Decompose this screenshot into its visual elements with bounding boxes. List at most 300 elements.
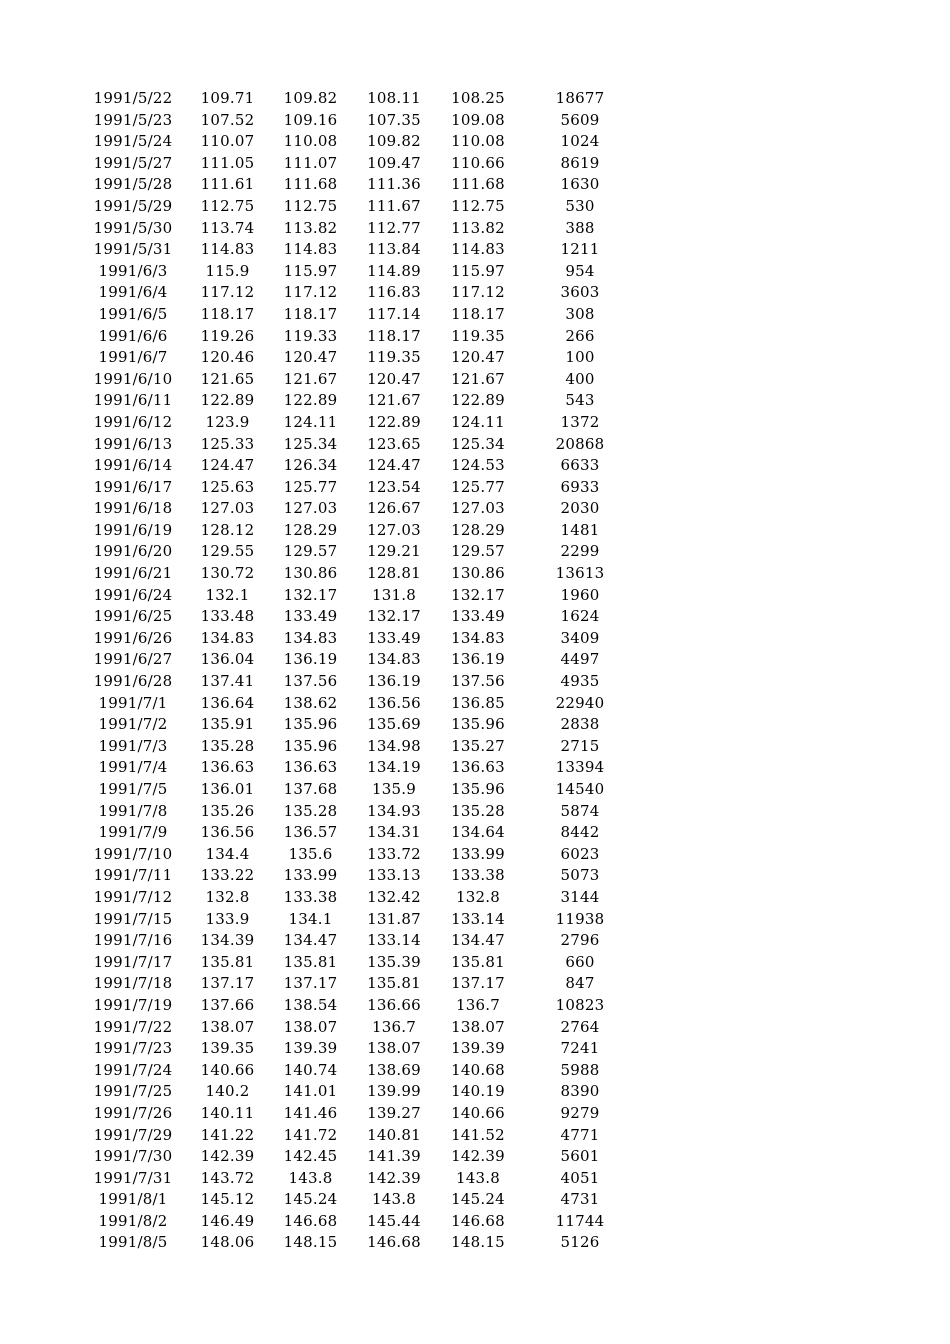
- value-cell: 117.12: [200, 283, 255, 302]
- date-cell: 1991/5/22: [93, 89, 173, 107]
- value-cell: 137.17: [200, 974, 255, 993]
- volume-cell: 266: [565, 326, 595, 345]
- value-cell: 123.65: [367, 434, 421, 453]
- value-cell: 141.39: [367, 1147, 421, 1166]
- value-cell: 125.77: [451, 477, 505, 496]
- table-row: [80, 369, 640, 391]
- value-cell: 139.39: [451, 1039, 505, 1058]
- volume-cell: 18677: [555, 89, 605, 107]
- volume-cell: 6933: [560, 477, 600, 496]
- value-cell: 133.49: [367, 628, 421, 647]
- date-cell: 1991/6/20: [93, 542, 173, 561]
- volume-cell: 1960: [560, 585, 600, 604]
- value-cell: 141.72: [283, 1125, 338, 1144]
- table-row: [80, 304, 640, 326]
- value-cell: 135.39: [367, 952, 421, 971]
- date-cell: 1991/7/29: [93, 1125, 173, 1144]
- table-row: [80, 693, 640, 715]
- value-cell: 146.68: [451, 1211, 505, 1230]
- date-cell: 1991/7/25: [93, 1082, 173, 1101]
- volume-cell: 4497: [560, 650, 600, 669]
- volume-cell: 7241: [560, 1039, 600, 1058]
- value-cell: 135.26: [200, 801, 255, 820]
- value-cell: 143.72: [200, 1168, 255, 1187]
- volume-cell: 400: [565, 369, 595, 388]
- table-row: [80, 801, 640, 823]
- table-row: [80, 995, 640, 1017]
- value-cell: 125.77: [283, 477, 338, 496]
- value-cell: 126.67: [367, 499, 421, 518]
- value-cell: 120.47: [367, 369, 421, 388]
- value-cell: 118.17: [283, 304, 338, 323]
- value-cell: 124.47: [200, 456, 255, 475]
- value-cell: 135.27: [451, 736, 505, 755]
- volume-cell: 11938: [555, 909, 605, 928]
- value-cell: 129.55: [200, 542, 255, 561]
- value-cell: 135.81: [451, 952, 505, 971]
- value-cell: 141.01: [283, 1082, 338, 1101]
- value-cell: 135.9: [372, 780, 416, 798]
- volume-cell: 1024: [560, 132, 600, 151]
- value-cell: 146.68: [367, 1233, 421, 1252]
- value-cell: 140.81: [367, 1125, 421, 1144]
- value-cell: 136.64: [200, 693, 255, 712]
- value-cell: 109.08: [451, 110, 505, 129]
- table-row: [80, 282, 640, 304]
- volume-cell: 4051: [560, 1168, 600, 1187]
- table-row: [80, 110, 640, 132]
- value-cell: 135.28: [451, 801, 505, 820]
- volume-cell: 11744: [555, 1211, 605, 1230]
- date-cell: 1991/7/24: [93, 1060, 173, 1079]
- value-cell: 137.66: [200, 995, 255, 1014]
- date-cell: 1991/7/16: [93, 931, 173, 950]
- value-cell: 140.66: [200, 1060, 255, 1079]
- volume-cell: 4731: [560, 1190, 600, 1209]
- table-row: [80, 326, 640, 348]
- value-cell: 136.19: [367, 672, 421, 691]
- table-row: [80, 822, 640, 844]
- date-cell: 1991/7/9: [98, 823, 168, 842]
- date-cell: 1991/7/10: [93, 844, 173, 863]
- value-cell: 137.56: [283, 672, 338, 691]
- value-cell: 135.96: [451, 715, 505, 734]
- date-cell: 1991/7/4: [98, 758, 168, 777]
- value-cell: 145.24: [451, 1190, 505, 1209]
- volume-cell: 1624: [560, 607, 600, 626]
- value-cell: 143.8: [456, 1168, 500, 1187]
- volume-cell: 1211: [560, 240, 600, 259]
- value-cell: 133.99: [283, 866, 338, 885]
- date-cell: 1991/7/12: [93, 887, 173, 906]
- table-row: [80, 1103, 640, 1125]
- volume-cell: 13394: [555, 758, 605, 777]
- date-cell: 1991/6/10: [93, 369, 173, 388]
- value-cell: 109.82: [283, 89, 338, 107]
- value-cell: 131.87: [367, 909, 421, 928]
- value-cell: 121.65: [200, 369, 255, 388]
- volume-cell: 5601: [560, 1147, 600, 1166]
- date-cell: 1991/6/13: [93, 434, 173, 453]
- table-row: [80, 714, 640, 736]
- value-cell: 111.61: [200, 175, 255, 194]
- volume-cell: 3144: [560, 887, 600, 906]
- date-cell: 1991/6/21: [93, 564, 173, 583]
- value-cell: 126.34: [283, 456, 338, 475]
- volume-cell: 388: [565, 218, 595, 237]
- value-cell: 134.4: [205, 844, 250, 863]
- date-cell: 1991/5/24: [93, 132, 173, 151]
- value-cell: 129.57: [283, 542, 338, 561]
- value-cell: 141.52: [451, 1125, 505, 1144]
- volume-cell: 8619: [560, 153, 600, 172]
- table-row: [80, 757, 640, 779]
- value-cell: 127.03: [367, 520, 421, 539]
- value-cell: 111.68: [283, 175, 338, 194]
- value-cell: 124.53: [451, 456, 505, 475]
- volume-cell: 22940: [555, 693, 605, 712]
- value-cell: 136.63: [283, 758, 338, 777]
- value-cell: 135.28: [283, 801, 338, 820]
- volume-cell: 14540: [555, 780, 605, 798]
- value-cell: 133.72: [367, 844, 421, 863]
- value-cell: 135.96: [451, 780, 505, 798]
- value-cell: 134.64: [451, 823, 505, 842]
- value-cell: 135.91: [200, 715, 255, 734]
- value-cell: 119.35: [367, 348, 421, 367]
- value-cell: 127.03: [200, 499, 255, 518]
- value-cell: 114.83: [283, 240, 338, 259]
- value-cell: 118.17: [367, 326, 421, 345]
- date-cell: 1991/6/17: [93, 477, 173, 496]
- value-cell: 120.46: [200, 348, 255, 367]
- volume-cell: 1630: [560, 175, 600, 194]
- value-cell: 139.27: [367, 1103, 421, 1122]
- value-cell: 112.75: [200, 196, 255, 215]
- value-cell: 128.29: [283, 520, 338, 539]
- table-row: [80, 390, 640, 412]
- value-cell: 136.7: [372, 1017, 416, 1036]
- value-cell: 122.89: [367, 412, 421, 431]
- value-cell: 117.12: [283, 283, 338, 302]
- value-cell: 134.1: [288, 909, 333, 928]
- value-cell: 110.66: [451, 153, 505, 172]
- table-row: [80, 844, 640, 866]
- date-cell: 1991/5/30: [93, 218, 173, 237]
- table-row: [80, 1125, 640, 1147]
- date-cell: 1991/7/23: [93, 1039, 173, 1058]
- value-cell: 145.24: [283, 1190, 338, 1209]
- table-row: [80, 1211, 640, 1233]
- volume-cell: 6633: [560, 456, 600, 475]
- value-cell: 148.06: [200, 1233, 255, 1252]
- value-cell: 140.11: [200, 1103, 255, 1122]
- table-row: [80, 88, 640, 110]
- value-cell: 130.72: [200, 564, 255, 583]
- date-cell: 1991/7/5: [98, 780, 168, 798]
- value-cell: 113.84: [367, 240, 421, 259]
- date-cell: 1991/6/11: [93, 391, 173, 410]
- value-cell: 121.67: [451, 369, 505, 388]
- value-cell: 107.52: [200, 110, 255, 129]
- table-row: [80, 1168, 640, 1190]
- volume-cell: 9279: [560, 1103, 600, 1122]
- value-cell: 142.45: [283, 1147, 338, 1166]
- value-cell: 138.69: [367, 1060, 421, 1079]
- date-cell: 1991/7/26: [93, 1103, 173, 1122]
- value-cell: 146.49: [200, 1211, 255, 1230]
- value-cell: 136.56: [367, 693, 421, 712]
- value-cell: 132.8: [205, 887, 250, 906]
- value-cell: 129.57: [451, 542, 505, 561]
- data-table: [80, 88, 640, 1254]
- volume-cell: 2299: [560, 542, 600, 561]
- value-cell: 115.97: [283, 261, 338, 280]
- value-cell: 127.03: [283, 499, 338, 518]
- value-cell: 136.57: [283, 823, 338, 842]
- value-cell: 138.07: [283, 1017, 338, 1036]
- date-cell: 1991/7/8: [98, 801, 168, 820]
- value-cell: 137.41: [200, 672, 255, 691]
- volume-cell: 5126: [560, 1233, 600, 1252]
- value-cell: 112.75: [451, 196, 505, 215]
- value-cell: 136.19: [451, 650, 505, 669]
- value-cell: 130.86: [283, 564, 338, 583]
- date-cell: 1991/6/7: [98, 348, 168, 367]
- value-cell: 136.01: [200, 780, 255, 798]
- value-cell: 109.71: [200, 89, 255, 107]
- value-cell: 117.12: [451, 283, 505, 302]
- date-cell: 1991/6/12: [93, 412, 173, 431]
- value-cell: 127.03: [451, 499, 505, 518]
- table-row: [80, 196, 640, 218]
- value-cell: 122.89: [451, 391, 505, 410]
- date-cell: 1991/8/2: [98, 1211, 168, 1230]
- table-row: [80, 218, 640, 240]
- volume-cell: 8390: [560, 1082, 600, 1101]
- value-cell: 111.68: [451, 175, 505, 194]
- date-cell: 1991/6/4: [98, 283, 168, 302]
- volume-cell: 20868: [555, 434, 605, 453]
- table-row: [80, 412, 640, 434]
- value-cell: 132.42: [367, 887, 421, 906]
- value-cell: 141.46: [283, 1103, 338, 1122]
- value-cell: 128.81: [367, 564, 421, 583]
- table-row: [80, 239, 640, 261]
- value-cell: 133.14: [451, 909, 505, 928]
- value-cell: 135.6: [288, 844, 333, 863]
- value-cell: 136.85: [451, 693, 505, 712]
- date-cell: 1991/6/18: [93, 499, 173, 518]
- date-cell: 1991/5/28: [93, 175, 173, 194]
- value-cell: 134.83: [451, 628, 505, 647]
- value-cell: 129.21: [367, 542, 421, 561]
- value-cell: 121.67: [283, 369, 338, 388]
- value-cell: 119.26: [200, 326, 255, 345]
- date-cell: 1991/6/27: [93, 650, 173, 669]
- table-row: [80, 347, 640, 369]
- value-cell: 124.11: [451, 412, 505, 431]
- table-row: [80, 1038, 640, 1060]
- value-cell: 138.07: [367, 1039, 421, 1058]
- value-cell: 122.89: [283, 391, 338, 410]
- value-cell: 133.9: [205, 909, 250, 928]
- value-cell: 133.49: [283, 607, 338, 626]
- volume-cell: 8442: [560, 823, 600, 842]
- value-cell: 133.99: [451, 844, 505, 863]
- value-cell: 114.83: [200, 240, 255, 259]
- table-row: [80, 585, 640, 607]
- date-cell: 1991/6/14: [93, 456, 173, 475]
- table-row: [80, 434, 640, 456]
- value-cell: 119.35: [451, 326, 505, 345]
- value-cell: 133.38: [451, 866, 505, 885]
- volume-cell: 2715: [560, 736, 600, 755]
- volume-cell: 530: [565, 196, 595, 215]
- value-cell: 124.11: [283, 412, 338, 431]
- value-cell: 141.22: [200, 1125, 255, 1144]
- table-row: [80, 779, 640, 801]
- table-row: [80, 455, 640, 477]
- table-body: [80, 88, 640, 1254]
- value-cell: 140.74: [283, 1060, 338, 1079]
- value-cell: 123.54: [367, 477, 421, 496]
- value-cell: 135.96: [283, 736, 338, 755]
- value-cell: 137.68: [283, 780, 338, 798]
- volume-cell: 4935: [560, 672, 600, 691]
- date-cell: 1991/7/22: [93, 1017, 173, 1036]
- value-cell: 108.11: [367, 89, 421, 107]
- volume-cell: 5073: [560, 866, 600, 885]
- value-cell: 134.31: [367, 823, 421, 842]
- value-cell: 132.17: [283, 585, 338, 604]
- table-row: [80, 930, 640, 952]
- table-row: [80, 671, 640, 693]
- value-cell: 135.81: [200, 952, 255, 971]
- date-cell: 1991/7/31: [93, 1168, 173, 1187]
- date-cell: 1991/7/17: [93, 952, 173, 971]
- value-cell: 136.56: [200, 823, 255, 842]
- volume-cell: 2796: [560, 931, 600, 950]
- value-cell: 133.38: [283, 887, 338, 906]
- table-row: [80, 1189, 640, 1211]
- date-cell: 1991/8/1: [98, 1190, 168, 1209]
- value-cell: 145.12: [200, 1190, 255, 1209]
- date-cell: 1991/5/27: [93, 153, 173, 172]
- volume-cell: 2030: [560, 499, 600, 518]
- date-cell: 1991/7/30: [93, 1147, 173, 1166]
- value-cell: 135.69: [367, 715, 421, 734]
- date-cell: 1991/5/31: [93, 240, 173, 259]
- value-cell: 142.39: [200, 1147, 255, 1166]
- date-cell: 1991/7/15: [93, 909, 173, 928]
- value-cell: 132.1: [205, 585, 250, 604]
- value-cell: 115.9: [205, 261, 250, 280]
- value-cell: 111.05: [200, 153, 255, 172]
- value-cell: 109.47: [367, 153, 421, 172]
- value-cell: 111.07: [283, 153, 338, 172]
- value-cell: 133.49: [451, 607, 505, 626]
- date-cell: 1991/6/28: [93, 672, 173, 691]
- table-row: [80, 498, 640, 520]
- value-cell: 110.08: [451, 132, 505, 151]
- volume-cell: 1372: [560, 412, 600, 431]
- data-sheet: [80, 88, 640, 1254]
- date-cell: 1991/5/29: [93, 196, 173, 215]
- table-row: [80, 174, 640, 196]
- value-cell: 133.14: [367, 931, 421, 950]
- value-cell: 134.98: [367, 736, 421, 755]
- volume-cell: 6023: [560, 844, 600, 863]
- date-cell: 1991/6/5: [98, 304, 168, 323]
- value-cell: 112.75: [283, 196, 338, 215]
- table-row: [80, 606, 640, 628]
- volume-cell: 308: [565, 304, 595, 323]
- table-row: [80, 1232, 640, 1254]
- value-cell: 110.07: [200, 132, 255, 151]
- date-cell: 1991/7/18: [93, 974, 173, 993]
- value-cell: 134.83: [200, 628, 255, 647]
- value-cell: 136.63: [451, 758, 505, 777]
- value-cell: 112.77: [367, 218, 421, 237]
- value-cell: 138.07: [200, 1017, 255, 1036]
- value-cell: 137.56: [451, 672, 505, 691]
- table-row: [80, 477, 640, 499]
- date-cell: 1991/7/11: [93, 866, 173, 885]
- value-cell: 137.17: [451, 974, 505, 993]
- table-row: [80, 952, 640, 974]
- table-row: [80, 520, 640, 542]
- value-cell: 130.86: [451, 564, 505, 583]
- value-cell: 109.16: [283, 110, 338, 129]
- value-cell: 135.81: [283, 952, 338, 971]
- volume-cell: 1481: [560, 520, 600, 539]
- table-row: [80, 887, 640, 909]
- date-cell: 1991/5/23: [93, 110, 173, 129]
- value-cell: 132.17: [367, 607, 421, 626]
- value-cell: 139.99: [367, 1082, 421, 1101]
- value-cell: 142.39: [451, 1147, 505, 1166]
- volume-cell: 5874: [560, 801, 600, 820]
- value-cell: 136.04: [200, 650, 255, 669]
- date-cell: 1991/6/25: [93, 607, 173, 626]
- value-cell: 107.35: [367, 110, 421, 129]
- table-row: [80, 649, 640, 671]
- value-cell: 125.33: [200, 434, 255, 453]
- value-cell: 134.83: [283, 628, 338, 647]
- value-cell: 133.13: [367, 866, 421, 885]
- value-cell: 116.83: [367, 283, 421, 302]
- value-cell: 128.12: [200, 520, 255, 539]
- date-cell: 1991/6/26: [93, 628, 173, 647]
- table-row: [80, 909, 640, 931]
- value-cell: 134.47: [283, 931, 338, 950]
- volume-cell: 10823: [555, 995, 605, 1014]
- value-cell: 119.33: [283, 326, 338, 345]
- value-cell: 148.15: [283, 1233, 338, 1252]
- table-row: [80, 563, 640, 585]
- value-cell: 139.35: [200, 1039, 255, 1058]
- volume-cell: 3409: [560, 628, 600, 647]
- value-cell: 118.17: [451, 304, 505, 323]
- date-cell: 1991/6/19: [93, 520, 173, 539]
- value-cell: 135.96: [283, 715, 338, 734]
- value-cell: 133.22: [200, 866, 255, 885]
- value-cell: 134.83: [367, 650, 421, 669]
- value-cell: 136.19: [283, 650, 338, 669]
- value-cell: 114.83: [451, 240, 505, 259]
- value-cell: 134.47: [451, 931, 505, 950]
